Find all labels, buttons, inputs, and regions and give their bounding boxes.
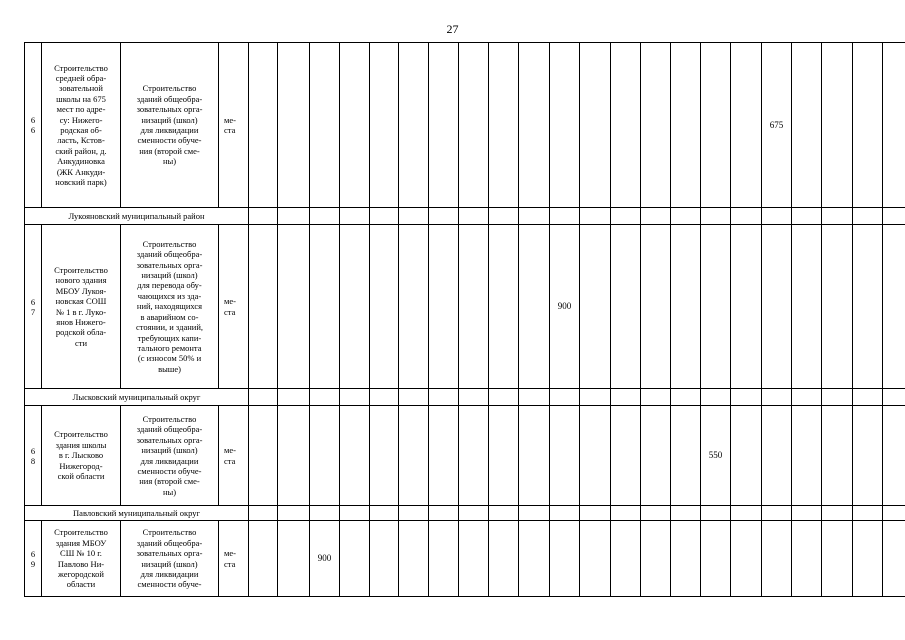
text-line: Строительство	[142, 527, 197, 538]
empty-cell	[459, 225, 489, 389]
empty-cell	[550, 389, 580, 406]
unit-cell	[219, 406, 249, 506]
text-line: зовательных орга-	[136, 548, 203, 559]
empty-cell	[550, 406, 580, 506]
text-line: нового здания	[55, 275, 107, 286]
empty-cell	[611, 406, 641, 506]
empty-cell	[822, 521, 853, 597]
empty-cell	[399, 506, 429, 521]
text-line: зданий общеобра-	[136, 537, 203, 548]
text-line: ста	[224, 125, 236, 135]
value-cell: 550	[701, 406, 731, 506]
text-line: (ЖК Анкуди-	[56, 166, 106, 177]
empty-cell	[278, 208, 310, 225]
empty-cell	[580, 225, 611, 389]
empty-cell	[731, 208, 762, 225]
text-line: 8	[30, 455, 36, 466]
text-line: родская об-	[60, 125, 102, 135]
text-line: в аварийном со-	[140, 311, 199, 322]
object-purpose	[121, 406, 219, 506]
text-line: мест по адре-	[56, 104, 106, 115]
text-line: 6	[30, 125, 36, 135]
text-line: (с износом 50% и	[137, 353, 202, 364]
empty-cell	[822, 406, 853, 506]
empty-cell	[731, 406, 762, 506]
text-line: требующих капи-	[137, 332, 202, 343]
empty-cell	[459, 506, 489, 521]
empty-cell	[370, 43, 399, 208]
empty-cell	[580, 521, 611, 597]
table-row	[25, 43, 905, 208]
text-line: ния (второй сме-	[139, 476, 200, 487]
empty-cell	[762, 521, 792, 597]
empty-cell	[853, 521, 883, 597]
empty-cell	[641, 506, 671, 521]
empty-cell	[519, 389, 550, 406]
empty-cell	[701, 208, 731, 225]
empty-cell	[310, 389, 340, 406]
empty-cell	[822, 225, 853, 389]
empty-cell	[310, 208, 340, 225]
empty-cell	[429, 406, 459, 506]
empty-cell	[671, 208, 701, 225]
text-line: зовательных орга-	[136, 104, 203, 115]
empty-cell	[671, 521, 701, 597]
empty-cell	[278, 43, 310, 208]
empty-cell	[822, 208, 853, 225]
unit-cell	[219, 521, 249, 597]
empty-cell	[370, 506, 399, 521]
data-table	[24, 42, 905, 597]
text-line: ста	[224, 306, 236, 317]
empty-cell	[701, 43, 731, 208]
text-line: низаций (школ)	[141, 445, 198, 456]
text-line: для ликвидации	[140, 125, 199, 135]
empty-cell	[340, 43, 370, 208]
empty-cell	[853, 43, 883, 208]
empty-cell	[340, 506, 370, 521]
empty-cell	[762, 389, 792, 406]
text-line: выше)	[158, 363, 181, 374]
empty-cell	[519, 208, 550, 225]
text-line: Строительство	[142, 83, 197, 94]
empty-cell	[489, 406, 519, 506]
empty-cell	[701, 521, 731, 597]
text-line: Строительство	[54, 264, 108, 275]
text-line: стоянии, и зданий,	[135, 322, 204, 333]
empty-cell	[429, 43, 459, 208]
object-purpose	[121, 225, 219, 389]
empty-cell	[459, 406, 489, 506]
object-purpose	[121, 43, 219, 208]
text-line: здания МБОУ	[55, 537, 107, 548]
empty-cell	[399, 521, 429, 597]
text-line: зданий общеобра-	[136, 93, 203, 104]
empty-cell	[489, 225, 519, 389]
empty-cell	[822, 506, 853, 521]
text-line: ний, находящихся	[136, 301, 203, 312]
text-line: новский парк)	[55, 177, 107, 188]
empty-cell	[249, 225, 278, 389]
empty-cell	[249, 208, 278, 225]
empty-cell	[519, 521, 550, 597]
text-line: чающихся из зда-	[137, 290, 202, 301]
empty-cell	[762, 406, 792, 506]
text-line: здания школы	[55, 439, 107, 450]
empty-cell	[883, 521, 905, 597]
text-line: СШ № 10 г.	[60, 548, 102, 559]
empty-cell	[580, 208, 611, 225]
empty-cell	[278, 521, 310, 597]
empty-cell	[340, 406, 370, 506]
text-line: 6	[30, 296, 36, 307]
empty-cell	[459, 43, 489, 208]
text-line: Строительство	[54, 527, 108, 538]
empty-cell	[822, 43, 853, 208]
empty-cell	[580, 506, 611, 521]
empty-cell	[310, 225, 340, 389]
empty-cell	[671, 225, 701, 389]
text-line: Анкудиновка	[57, 156, 105, 167]
text-line: зовательной	[59, 83, 103, 94]
empty-cell	[671, 406, 701, 506]
text-line: зовательных орга-	[136, 434, 203, 445]
empty-cell	[519, 406, 550, 506]
unit-cell	[219, 43, 249, 208]
empty-cell	[310, 43, 340, 208]
text-line: ский район, д.	[55, 145, 107, 156]
table-row	[25, 406, 905, 506]
empty-cell	[519, 43, 550, 208]
empty-cell	[883, 389, 905, 406]
text-line: Строительство	[142, 413, 197, 424]
empty-cell	[792, 225, 822, 389]
empty-cell	[792, 208, 822, 225]
empty-cell	[701, 389, 731, 406]
empty-cell	[249, 506, 278, 521]
empty-cell	[731, 506, 762, 521]
empty-cell	[550, 506, 580, 521]
text-line: Строительство	[142, 238, 197, 249]
empty-cell	[641, 225, 671, 389]
empty-cell	[641, 521, 671, 597]
section-row	[25, 208, 905, 225]
empty-cell	[853, 225, 883, 389]
empty-cell	[519, 506, 550, 521]
empty-cell	[370, 225, 399, 389]
empty-cell	[370, 521, 399, 597]
empty-cell	[883, 506, 905, 521]
empty-cell	[340, 208, 370, 225]
empty-cell	[459, 521, 489, 597]
empty-cell	[611, 208, 641, 225]
text-line: 7	[30, 306, 36, 317]
empty-cell	[249, 43, 278, 208]
empty-cell	[792, 506, 822, 521]
empty-cell	[611, 521, 641, 597]
text-line: ста	[224, 558, 236, 569]
object-name	[42, 225, 121, 389]
empty-cell	[731, 43, 762, 208]
empty-cell	[853, 389, 883, 406]
empty-cell	[792, 43, 822, 208]
section-row	[25, 506, 905, 521]
empty-cell	[399, 208, 429, 225]
empty-cell	[641, 406, 671, 506]
empty-cell	[429, 225, 459, 389]
text-line: зданий общеобра-	[136, 249, 203, 260]
text-line: 9	[30, 558, 36, 569]
empty-cell	[340, 225, 370, 389]
empty-cell	[641, 43, 671, 208]
text-line: 6	[30, 445, 36, 456]
text-line: новская СОШ	[55, 296, 107, 307]
empty-cell	[459, 389, 489, 406]
empty-cell	[489, 208, 519, 225]
empty-cell	[671, 506, 701, 521]
empty-cell	[792, 521, 822, 597]
text-line: тального ремонта	[137, 342, 202, 353]
text-line: Нижегород-	[59, 460, 103, 471]
empty-cell	[370, 208, 399, 225]
empty-cell	[883, 406, 905, 506]
row-number	[25, 43, 42, 208]
empty-cell	[550, 521, 580, 597]
text-line: МБОУ Лукоя-	[55, 285, 107, 296]
empty-cell	[459, 208, 489, 225]
empty-cell	[429, 521, 459, 597]
empty-cell	[883, 43, 905, 208]
page-number: 27	[446, 22, 459, 36]
text-line: ласть, Кстов-	[57, 135, 105, 146]
unit-cell	[219, 225, 249, 389]
object-name	[42, 521, 121, 597]
text-line: школы на 675	[56, 93, 106, 104]
empty-cell	[762, 506, 792, 521]
text-line: ме-	[224, 445, 236, 456]
object-purpose	[121, 521, 219, 597]
value-cell: 900	[550, 225, 580, 389]
text-line: для ликвидации	[140, 455, 199, 466]
empty-cell	[278, 225, 310, 389]
empty-cell	[762, 208, 792, 225]
text-line: янов Нижего-	[56, 316, 106, 327]
empty-cell	[399, 225, 429, 389]
text-line: 6	[30, 548, 36, 559]
empty-cell	[340, 521, 370, 597]
empty-cell	[641, 389, 671, 406]
empty-cell	[701, 225, 731, 389]
empty-cell	[278, 506, 310, 521]
empty-cell	[792, 389, 822, 406]
text-line: ме-	[224, 114, 236, 125]
empty-cell	[611, 43, 641, 208]
empty-cell	[249, 521, 278, 597]
text-line: родской обла-	[55, 327, 107, 338]
text-line: ны)	[162, 486, 177, 497]
empty-cell	[883, 208, 905, 225]
empty-cell	[731, 225, 762, 389]
text-line: средней обра-	[55, 72, 107, 83]
empty-cell	[580, 389, 611, 406]
text-line: су: Нижего-	[59, 114, 103, 125]
text-line: ста	[224, 455, 236, 466]
empty-cell	[550, 208, 580, 225]
object-name	[42, 43, 121, 208]
empty-cell	[489, 506, 519, 521]
empty-cell	[762, 225, 792, 389]
text-line: 6	[30, 115, 36, 125]
text-line: ния (второй сме-	[139, 145, 200, 156]
empty-cell	[611, 389, 641, 406]
empty-cell	[399, 43, 429, 208]
empty-cell	[278, 406, 310, 506]
text-line: ме-	[224, 296, 236, 307]
object-name	[42, 406, 121, 506]
empty-cell	[822, 389, 853, 406]
section-title: Павловский муниципальный округ	[25, 506, 249, 521]
text-line: сменности обуче-	[137, 465, 202, 476]
empty-cell	[399, 389, 429, 406]
empty-cell	[310, 406, 340, 506]
empty-cell	[792, 406, 822, 506]
empty-cell	[340, 389, 370, 406]
text-line: Павлово Ни-	[57, 558, 105, 569]
text-line: низаций (школ)	[141, 114, 198, 125]
text-line: ской области	[57, 471, 105, 482]
text-line: в г. Лысково	[58, 450, 104, 461]
text-line: сменности обуче-	[137, 579, 202, 590]
value-cell: 900	[310, 521, 340, 597]
empty-cell	[671, 389, 701, 406]
text-line: жегородской	[58, 568, 104, 579]
section-title: Лукояновский муниципальный район	[25, 208, 249, 225]
empty-cell	[641, 208, 671, 225]
empty-cell	[701, 506, 731, 521]
empty-cell	[489, 43, 519, 208]
text-line: зовательных орга-	[136, 259, 203, 270]
empty-cell	[580, 406, 611, 506]
text-line: ме-	[224, 548, 236, 559]
empty-cell	[278, 389, 310, 406]
section-row	[25, 389, 905, 406]
empty-cell	[429, 506, 459, 521]
row-number	[25, 225, 42, 389]
empty-cell	[249, 389, 278, 406]
empty-cell	[429, 389, 459, 406]
empty-cell	[853, 406, 883, 506]
empty-cell	[883, 225, 905, 389]
text-line: низаций (школ)	[141, 270, 198, 281]
empty-cell	[519, 225, 550, 389]
empty-cell	[399, 406, 429, 506]
text-line: для ликвидации	[140, 568, 199, 579]
section-title: Лысковский муниципальный округ	[25, 389, 249, 406]
empty-cell	[310, 506, 340, 521]
empty-cell	[370, 406, 399, 506]
text-line: сменности обуче-	[137, 135, 202, 146]
empty-cell	[249, 406, 278, 506]
text-line: зданий общеобра-	[136, 424, 203, 435]
empty-cell	[853, 506, 883, 521]
empty-cell	[611, 506, 641, 521]
empty-cell	[550, 43, 580, 208]
text-line: для перевода обу-	[137, 280, 202, 291]
empty-cell	[429, 208, 459, 225]
text-line: Строительство	[54, 62, 108, 73]
text-line: сти	[74, 337, 88, 348]
text-line: № 1 в г. Луко-	[55, 306, 107, 317]
text-line: низаций (школ)	[141, 558, 198, 569]
row-number	[25, 406, 42, 506]
text-line: Строительство	[54, 429, 108, 440]
table-row	[25, 521, 905, 597]
text-line: ны)	[162, 156, 177, 167]
empty-cell	[731, 521, 762, 597]
empty-cell	[611, 225, 641, 389]
empty-cell	[671, 43, 701, 208]
value-cell: 675	[762, 43, 792, 208]
table-row	[25, 225, 905, 389]
empty-cell	[489, 521, 519, 597]
empty-cell	[370, 389, 399, 406]
empty-cell	[853, 208, 883, 225]
text-line: области	[66, 579, 96, 590]
empty-cell	[731, 389, 762, 406]
row-number	[25, 521, 42, 597]
empty-cell	[580, 43, 611, 208]
empty-cell	[489, 389, 519, 406]
